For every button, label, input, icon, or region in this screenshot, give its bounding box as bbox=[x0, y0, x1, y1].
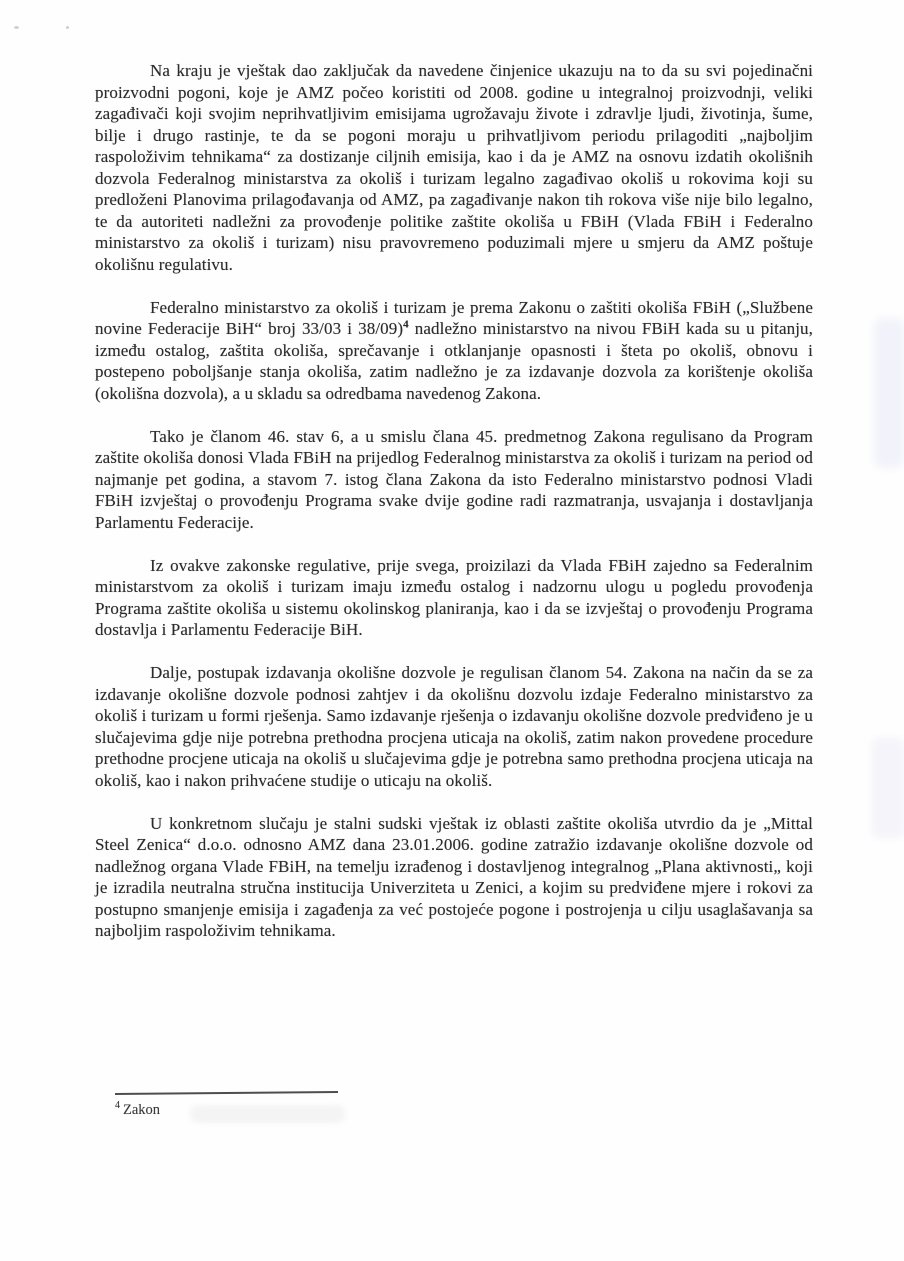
paragraph-5: Dalje, postupak izdavanja okolišne dozvole je regulisan članom 54. Zakona na način da se za izdavanje okolišne dozvole podnosi zahtjev i da okolišnu dozvolu izdaje Federalno ministarstvo za okoliš i turizam u formi rješenja. Samo izdavanje rješenja o izdavanju okolišne dozvole predviđeno je u slučajevima gdje nije potrebna prethodna procjena uticaja na okoliš, zatim nakon provedene procedure prethodne procjene uticaja na okoliš u slučajevima gdje je potrebna samo prethodna procjena uticaja na okoliš, kao i nakon prihvaćene studije o uticaju na okoliš. bbox=[95, 663, 813, 790]
paragraph-2-text-before-ref: Federalno ministarstvo za okoliš i turizam je prema Zakonu o zaštiti okoliša FBiH („Službene novine Federacije BiH“ broj 33/03 i 38/09) bbox=[95, 297, 813, 338]
scan-smudge bbox=[872, 738, 904, 838]
paragraph-1: Na kraju je vještak dao zaključak da navedene činjenice ukazuju na to da su svi pojedinačni proizvodni pogoni, koje je AMZ počeo koristiti od 2008. godine u integralnoj proizvodnji, veliki zagađivači koji svojim neprihvatljivim emisijama ugrožavaju živote i zdravlje ljudi, životinja, šume, bilje i drugo rastinje, te da se pogoni moraju u prihvatljivom periodu prilagoditi „najboljim raspoloživim tehnikama“ za dostizanje ciljnih emisija, kao i da je AMZ na osnovu izdatih okolišnih dozvola Federalnog ministarstva za okoliš i turizam legalno zagađivao okoliš u rokovima koji su predloženi Planovima prilagođavanja od AMZ, pa zagađivanje nakon tih rokova više nije bilo legalno, te da autoriteti nadležni za provođenje politike zaštite okoliša u FBiH (Vlada FBiH i Federalno ministarstvo za okoliš i turizam) nisu pravovremeno poduzimali mjere u smjeru da AMZ poštuje okolišnu regulativu. bbox=[95, 61, 813, 274]
paragraph-3: Tako je članom 46. stav 6, a u smislu člana 45. predmetnog Zakona regulisano da Program zaštite okoliša donosi Vlada FBiH na prijedlog Federalnog ministarstva za okoliš i turizam na period od najmanje pet godina, a stavom 7. istog člana Zakona da isto Federalno ministarstvo podnosi Vladi FBiH izvještaj o provođenju Programa svake dvije godine radi razmatranja, usvajanja i dostavljanja Parlamentu Federacije. bbox=[95, 426, 813, 532]
footnote-marker: 4 bbox=[115, 1100, 120, 1112]
scan-smudge bbox=[874, 318, 904, 468]
paragraph-4: Iz ovakve zakonske regulative, prije svega, proizilazi da Vlada FBiH zajedno sa Federalnim ministarstvom za okoliš i turizam imaju između ostalog i nadzornu ulogu u pogledu provođenja Programa zaštite okoliša u sistemu okolinskog planiranja, kao i da se izvještaj o provođenju Programa dostavlja i Parlamentu Federacije BiH. bbox=[95, 555, 813, 639]
paragraph-2 bbox=[95, 297, 813, 405]
footnote bbox=[115, 1102, 160, 1119]
footnote-reference-4: 4 bbox=[403, 318, 409, 331]
document-body bbox=[95, 60, 813, 963]
paragraph-2-text-after-ref: nadležno ministarstvo na nivou FBiH kada su u pitanju, između ostalog, zaštita okoliša, sprečavanje i otklanjanje opasnosti i šteta po okoliš, obnovu i postepeno poboljšanje stanja okoliša, zatim nadležno je za izdavanje dozvola za korištenje okoliša (okolišna dozvola), a u skladu sa odredbama navedenog Zakona. bbox=[95, 319, 813, 403]
scan-speck bbox=[66, 26, 69, 29]
scan-smudge bbox=[190, 1105, 345, 1123]
footnote-text: Zakon bbox=[123, 1102, 161, 1118]
footnote-separator bbox=[115, 1091, 338, 1095]
scan-speck bbox=[14, 26, 19, 29]
paragraph-6: U konkretnom slučaju je stalni sudski vještak iz oblasti zaštite okoliša utvrdio da je „Mittal Steel Zenica“ d.o.o. odnosno AMZ dana 23.01.2006. godine zatražio izdavanje okolišne dozvole od nadležnog organa Vlade FBiH, na temelju izrađenog i dostavljenog integralnog „Plana aktivnosti„ koji je izradila neutralna stručna institucija Univerziteta u Zenici, a kojim su predviđene mjere i rokovi za postupno smanjenje emisija i zagađenja za već postojeće pogone i postrojenja u cilju usaglašavanja sa najboljim raspoloživim tehnikama. bbox=[95, 813, 813, 940]
